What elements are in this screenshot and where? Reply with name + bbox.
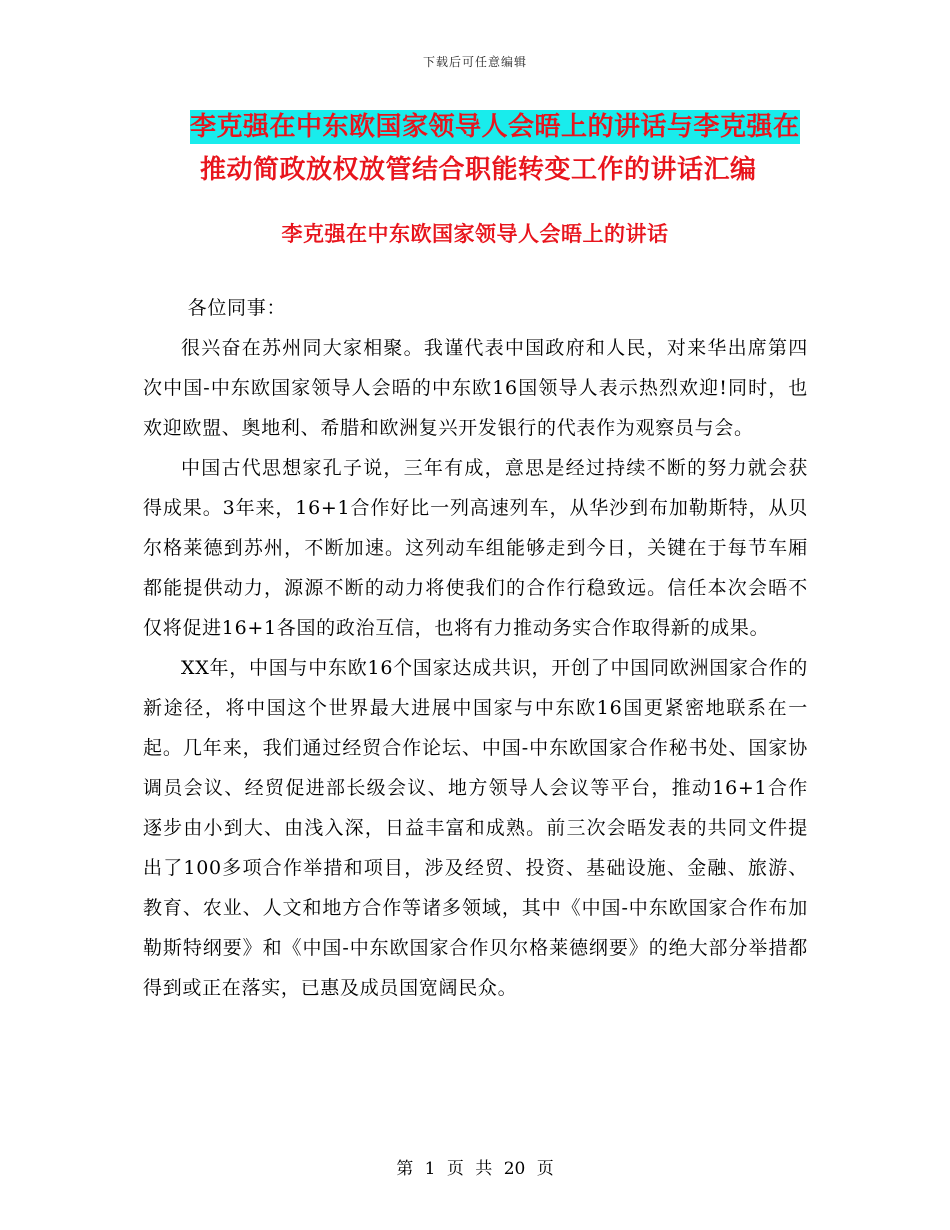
page-header: 下载后可任意编辑 [422,55,527,69]
greeting-paragraph: 各位同事： [187,297,287,319]
document-body [143,288,808,1008]
body-paragraph: 中国古代思想家孔子说，三年有成，意思是经过持续不断的努力就会获得成果。3年来，16+1合作好比一列高速列车，从华沙到布加勒斯特，从贝尔格莱德到苏州，不断加速。这列动车组能够走到今日，关键在于每节车厢都能提供动力，源源不断的动力将使我们的合作行稳致远。信任本次会晤不仅将促进16+1各国的政治互信，也将有力推动务实合作取得新的成果。 [143,457,808,639]
page-footer: 第 1 页 共 20 页 [396,1159,554,1179]
body-paragraph: 很兴奋在苏州同大家相聚。我谨代表中国政府和人民，对来华出席第四次中国-中东欧国家领导人会晤的中东欧16国领导人表示热烈欢迎!同时，也欢迎欧盟、奥地利、希腊和欧洲复兴开发银行的代表作为观察员与会。 [143,337,808,439]
section-title: 李克强在中东欧国家领导人会晤上的讲话 [281,222,669,246]
title-line-2: 推动简政放权放管结合职能转变工作的讲话汇编 [200,155,757,185]
title-line-1: 李克强在中东欧国家领导人会晤上的讲话与李克强在 [190,112,800,142]
document-title [190,106,830,192]
body-paragraph: XX年，中国与中东欧16个国家达成共识，开创了中国同欧洲国家合作的新途径，将中国这个世界最大进展中国家与中东欧16国更紧密地联系在一起。几年来，我们通过经贸合作论坛、中国-中东欧国家合作秘书处、国家协调员会议、经贸促进部长级会议、地方领导人会议等平台，推动16+1合作逐步由小到大、由浅入深，日益丰富和成熟。前三次会晤发表的共同文件提出了100多项合作举措和项目，涉及经贸、投资、基础设施、金融、旅游、教育、农业、人文和地方合作等诸多领域，其中《中国-中东欧国家合作布加勒斯特纲要》和《中国-中东欧国家合作贝尔格莱德纲要》的绝大部分举措都得到或正在落实，已惠及成员国宽阔民众。 [143,657,808,999]
